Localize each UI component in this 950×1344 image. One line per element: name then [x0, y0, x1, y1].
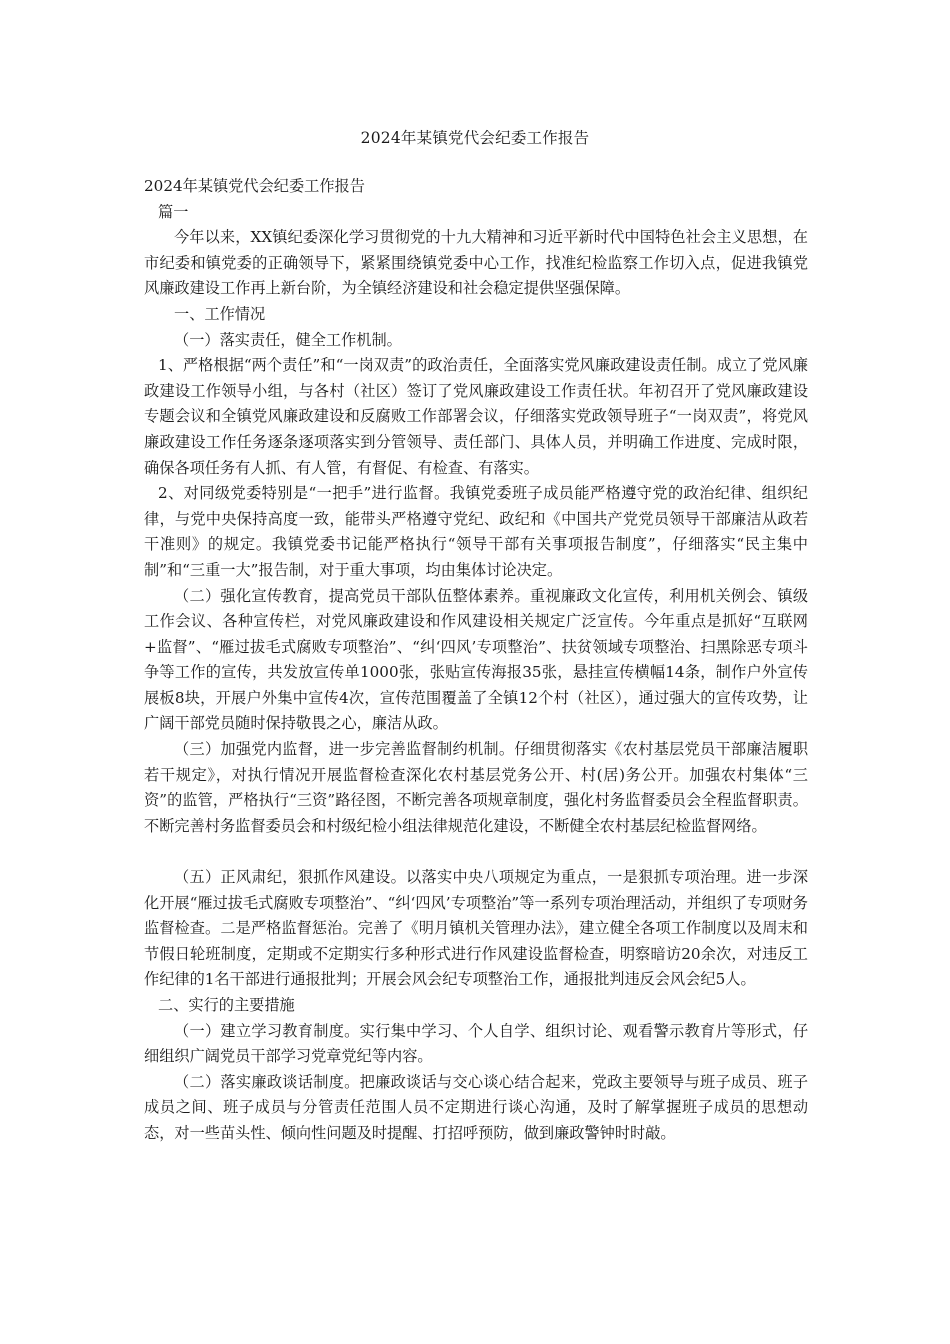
section-heading-2: 二、实行的主要措施 — [158, 996, 295, 1014]
section-label: 篇一 — [158, 202, 189, 221]
paragraph-measure-2: （二）落实廉政谈话制度。把廉政谈话与交心谈心结合起来，党政主要领导与班子成员、班子成员之间、班子成员与分管责任范围人员不定期进行谈心沟通，及时了解掌握班子成员的思想动态，对一些苗头性、倾向性问题及时提醒、打招呼预防，做到廉政警钟时时敲。 — [144, 1072, 808, 1142]
paragraph-gap — [144, 839, 808, 865]
paragraph-item-2: 2、对同级党委特别是“一把手”进行监督。我镇党委班子成员能严格遵守党的政治纪律、组织纪律，与党中央保持高度一致，能带头严格遵守党纪、政纪和《中国共产党党员领导干部廉洁从政若干准则》的规定。我镇党委书记能严格执行“领导干部有关事项报告制度”，仔细落实“民主集中制”和“三重一大”报告制，对于重大事项，均由集体讨论决定。 — [144, 484, 808, 579]
section-heading-1: 一、工作情况 — [174, 304, 266, 323]
document-title: 2024年某镇党代会纪委工作报告 — [360, 129, 590, 147]
document-body — [144, 174, 808, 1147]
paragraph-discipline: （五）正风肃纪，狠抓作风建设。以落实中央八项规定为重点，一是狠抓专项治理。进一步深化开展“雁过拔毛式腐败专项整治”、“纠‘四风’专项整治”等一系列专项治理活动，并组织了专项财务监督检查。二是严格监督惩治。完善了《明月镇机关管理办法》，建立健全各项工作制度以及周末和节假日轮班制度，定期或不定期实行多种形式进行作风建设监督检查，明察暗访20余次，对违反工作纪律的1名干部进行通报批判；开展会风会纪专项整治工作，通报批判违反会风会纪5人。 — [144, 868, 808, 989]
paragraph-measure-1: （一）建立学习教育制度。实行集中学习、个人自学、组织讨论、观看警示教育片等形式，仔细组织广阔党员干部学习党章党纪等内容。 — [144, 1021, 808, 1066]
paragraph-supervision: （三）加强党内监督，进一步完善监督制约机制。仔细贯彻落实《农村基层党员干部廉洁履职若干规定》，对执行情况开展监督检查深化农村基层党务公开、村(居)务公开。加强农村集体“三资”的监管，严格执行“三资”路径图，不断完善各项规章制度，强化村务监督委员会全程监督职责。不断完善村务监督委员会和村级纪检小组法律规范化建设，不断健全农村基层纪检监督网络。 — [144, 740, 808, 835]
subsection-heading: （一）落实责任，健全工作机制。 — [174, 330, 402, 349]
body-heading: 2024年某镇党代会纪委工作报告 — [144, 177, 365, 195]
paragraph-publicity: （二）强化宣传教育，提高党员干部队伍整体素养。重视廉政文化宣传，利用机关例会、镇级工作会议、各种宣传栏，对党风廉政建设和作风建设相关规定广泛宣传。今年重点是抓好“互联网+监督”、“雁过拔毛式腐败专项整治”、“纠‘四风’专项整治”、扶贫领域专项整治、扫黑除恶专项斗争等工作的宣传，共发放宣传单1000张，张贴宣传海报35张，悬挂宣传横幅14条，制作户外宣传展板8块，开展户外集中宣传4次，宣传范围覆盖了全镇12个村（社区），通过强大的宣传攻势，让广阔干部党员随时保持敬畏之心，廉洁从政。 — [144, 586, 808, 733]
paragraph-item-1: 1、严格根据“两个责任”和“一岗双责”的政治责任，全面落实党风廉政建设责任制。成立了党风廉政建设工作领导小组，与各村（社区）签订了党风廉政建设工作责任状。年初召开了党风廉政建设专题会议和全镇党风廉政建设和反腐败工作部署会议，仔细落实党政领导班子“一岗双责”，将党风廉政建设工作任务逐条逐项落实到分管领导、责任部门、具体人员，并明确工作进度、完成时限，确保各项任务有人抓、有人管，有督促、有检查、有落实。 — [144, 356, 808, 477]
intro-paragraph: 今年以来，XX镇纪委深化学习贯彻党的十九大精神和习近平新时代中国特色社会主义思想，在市纪委和镇党委的正确领导下，紧紧围绕镇党委中心工作，找准纪检监察工作切入点，促进我镇党风廉政建设工作再上新台阶，为全镇经济建设和社会稳定提供坚强保障。 — [144, 228, 808, 298]
